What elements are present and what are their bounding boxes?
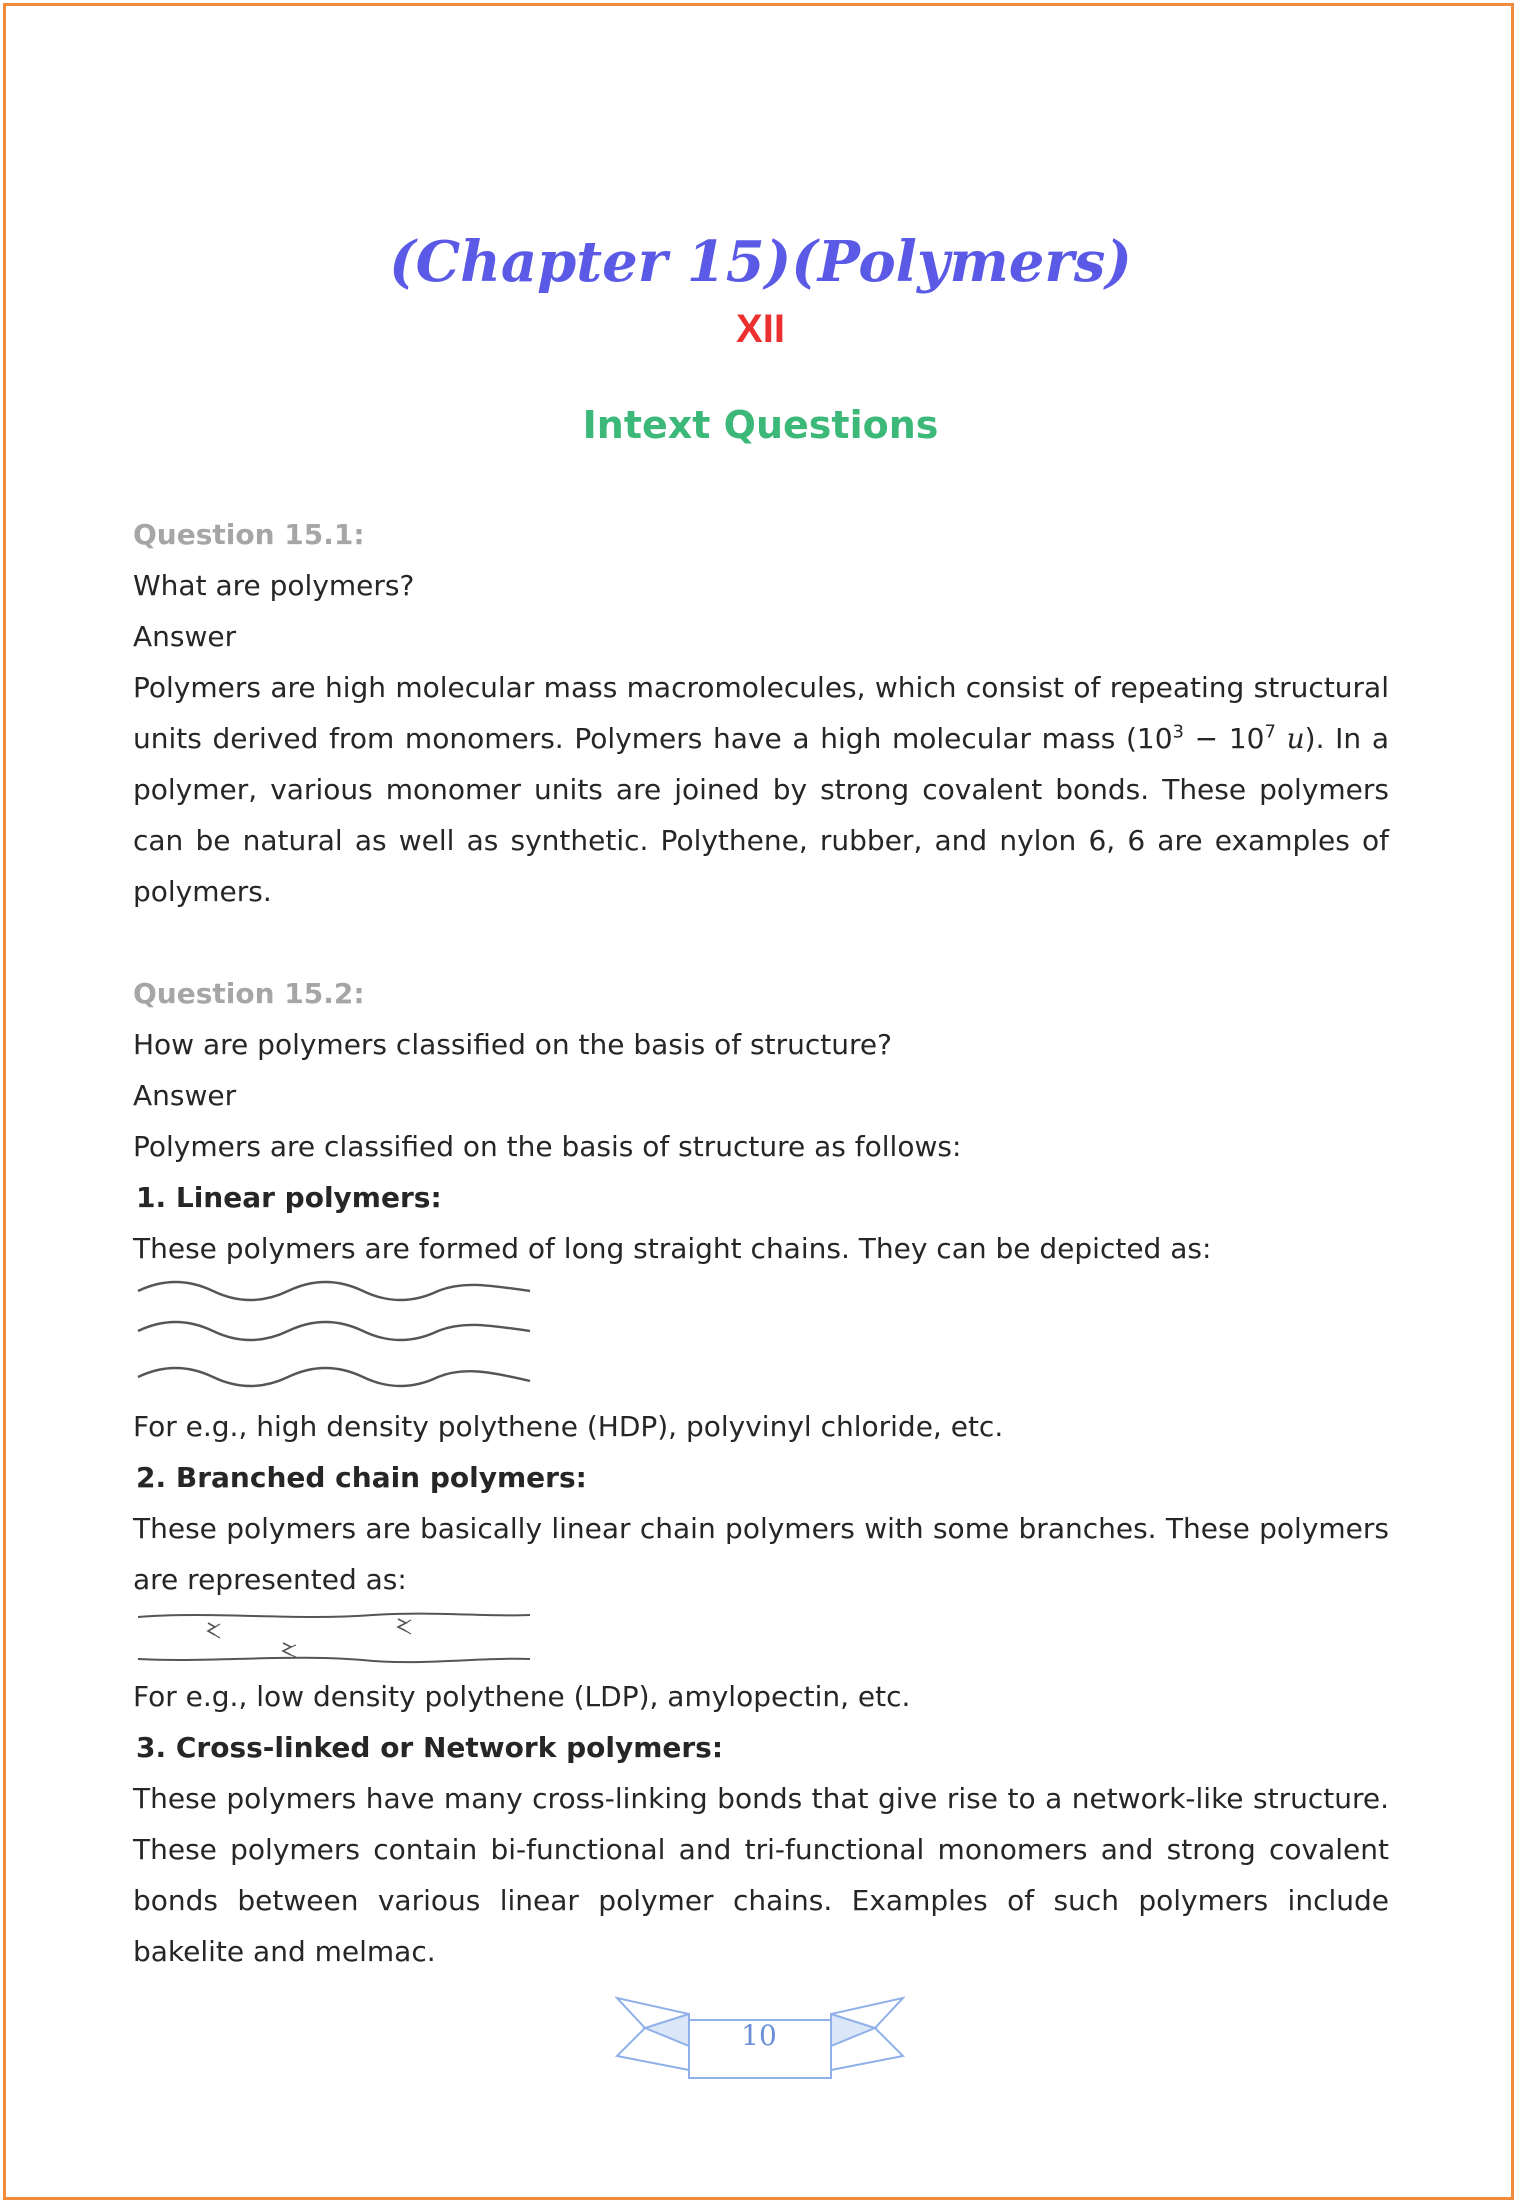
question-text: What are polymers? [133, 569, 415, 602]
section-title: Intext Questions [582, 403, 939, 447]
main-content [133, 509, 1389, 1977]
answer-text-part1: Polymers are high molecular mass macromolecules, which consist of repeating structural units derived from monomers. Polymers have a high molecular mass (10 [133, 671, 1389, 755]
type-heading-branched: 2. Branched chain polymers: [136, 1461, 587, 1494]
exponent-7: 7 [1264, 721, 1276, 743]
type-heading-crosslinked: 3. Cross-linked or Network polymers: [136, 1731, 724, 1764]
question-block-15-2 [133, 968, 1389, 1977]
question-text: How are polymers classified on the basis of structure? [133, 1028, 892, 1061]
unit-u: u [1286, 722, 1305, 755]
class-label: XII [736, 307, 785, 351]
answer-intro: Polymers are classified on the basis of structure as follows: [133, 1130, 962, 1163]
chapter-title: (Chapter 15)(Polymers) [389, 229, 1132, 295]
type-description-crosslinked: These polymers have many cross-linking bonds that give rise to a network-like structure. These polymers contain bi-functional and tri-functional monomers and strong covalent bonds between various linear polymer chains. Examples of such polymers include bakelite and melmac. [133, 1782, 1389, 1968]
spacer [133, 917, 1389, 968]
type-description-branched: These polymers are basically linear chain polymers with some branches. These polymers are represented as: [133, 1512, 1389, 1596]
exponent-3: 3 [1172, 721, 1184, 743]
answer-label: Answer [133, 1079, 237, 1112]
type-heading-linear: 1. Linear polymers: [136, 1181, 442, 1214]
answer-text [133, 662, 1389, 917]
question-label: Question 15.2: [133, 977, 365, 1010]
question-label: Question 15.1: [133, 518, 365, 551]
answer-dash: − 10 [1183, 722, 1265, 755]
type-description-linear: These polymers are formed of long straight chains. They can be depicted as: [133, 1232, 1212, 1265]
type-example-branched: For e.g., low density polythene (LDP), amylopectin, etc. [133, 1680, 911, 1713]
answer-text-part2: ). In a polymer, various monomer units are joined by strong covalent bonds. These polymers can be natural as well as synthetic. Polythene, rubber, and nylon 6, 6 are examples of polymers. [133, 722, 1389, 908]
wavy-chains-diagram [133, 1277, 533, 1401]
question-block-15-1 [133, 509, 1389, 917]
answer-label: Answer [133, 620, 237, 653]
type-example-linear: For e.g., high density polythene (HDP), polyvinyl chloride, etc. [133, 1410, 1004, 1443]
branched-chains-diagram [133, 1609, 533, 1671]
page-number: 10 [741, 2019, 777, 2052]
